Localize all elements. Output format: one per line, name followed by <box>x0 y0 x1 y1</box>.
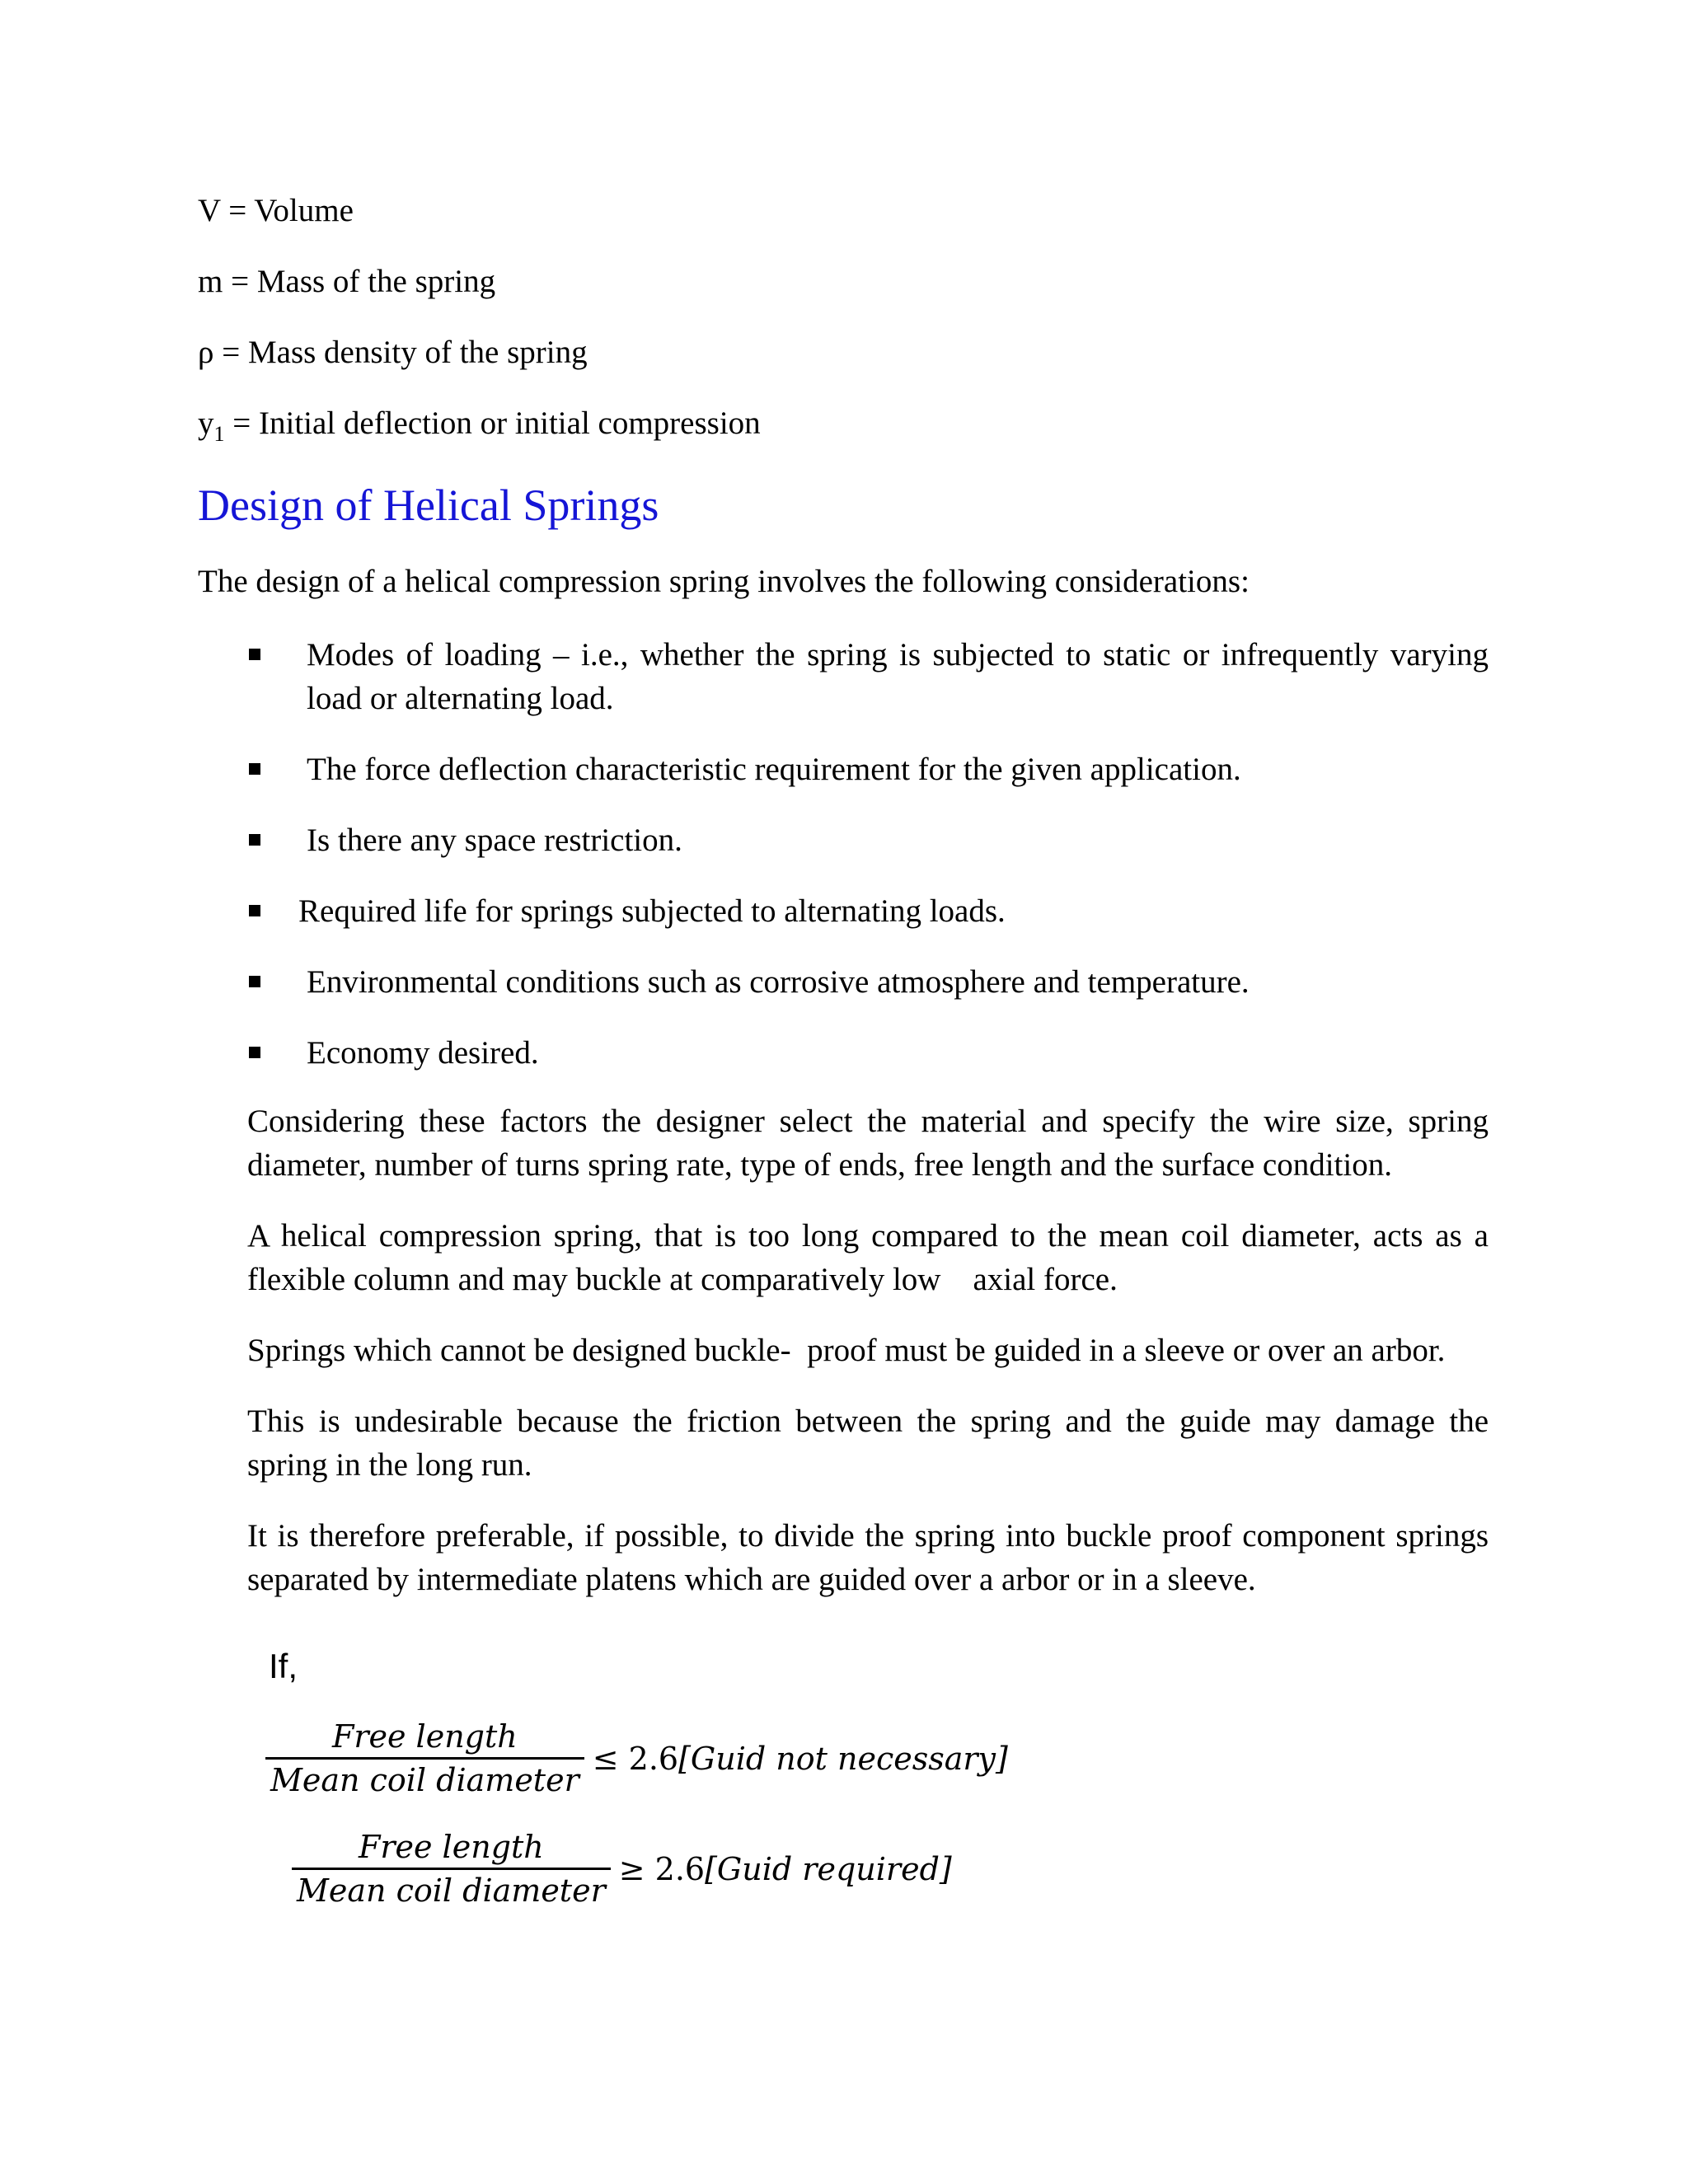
list-item <box>247 818 1489 862</box>
symbol: V <box>198 193 221 228</box>
paragraph: A helical compression spring, that is too long compared to the mean coil diameter, acts as a flexible column and may buckle at comparatively low axial force. <box>247 1218 1497 1297</box>
equals-sign: = <box>231 264 250 299</box>
definition-text: Mass of the spring <box>256 264 496 299</box>
equals-sign: = <box>222 335 241 370</box>
symbol: m <box>198 264 223 299</box>
fraction-numerator: Free length <box>331 1718 518 1755</box>
list-item <box>247 889 1489 933</box>
fraction <box>292 1828 611 1910</box>
paragraph: It is therefore preferable, if possible, to divide the spring into buckle proof component springs separated by intermediate platens which are guided over a arbor or in a sleeve. <box>247 1518 1489 1597</box>
fraction <box>265 1718 584 1799</box>
fraction-denominator: Mean coil diameter <box>297 1872 606 1909</box>
symbol-subscript: 1 <box>213 421 225 446</box>
symbol: ρ <box>198 335 214 370</box>
square-bullet-icon <box>249 649 260 660</box>
definition-density <box>198 333 761 373</box>
square-bullet-icon <box>249 834 260 846</box>
square-bullet-icon <box>249 976 260 987</box>
definition-text: Mass density of the spring <box>247 335 588 370</box>
condition-label: If, <box>269 1647 298 1685</box>
intro-paragraph: The design of a helical compression spring involves the following considerations: <box>198 564 1250 599</box>
paragraph: This is undesirable because the friction between the spring and the guide may damage the spring in the long run. <box>247 1404 1489 1483</box>
fraction-numerator: Free length <box>358 1829 544 1865</box>
list-item <box>247 748 1489 791</box>
equals-sign: = <box>228 193 247 228</box>
definition-text: Initial deflection or initial compression <box>259 405 761 441</box>
body-paragraphs <box>247 1099 1497 1629</box>
section-heading: Design of Helical Springs <box>198 480 659 530</box>
formula-relation <box>619 1850 952 1888</box>
list-item-text: Required life for springs subjected to alternating loads. <box>298 893 1006 929</box>
formula-guide-not-necessary <box>265 1718 1008 1799</box>
relation-note: [Guid required] <box>705 1850 952 1887</box>
relation-value: ≤ 2.6 <box>592 1740 679 1777</box>
definition-text: Volume <box>254 193 354 228</box>
symbol: y <box>198 405 214 441</box>
paragraph: Considering these factors the designer select the material and specify the wire size, spring diameter, number of turns spring rate, type of ends, free length and the surface condition. <box>247 1104 1489 1183</box>
relation-value: ≥ 2.6 <box>618 1850 706 1887</box>
definition-volume <box>198 191 761 231</box>
definition-initial-deflection <box>198 404 761 454</box>
formula-guide-required <box>292 1828 952 1910</box>
definition-mass <box>198 262 761 302</box>
list-item <box>247 960 1489 1004</box>
list-item-text: Environmental conditions such as corrosive atmosphere and temperature. <box>307 964 1250 1000</box>
list-item <box>247 1031 1489 1075</box>
list-item-text: Modes of loading – i.e., whether the spring is subjected to static or infrequently varying load or alternating load. <box>307 637 1489 716</box>
square-bullet-icon <box>249 905 260 916</box>
considerations-list <box>247 633 1489 1102</box>
fraction-denominator: Mean coil diameter <box>270 1762 579 1798</box>
equals-sign: = <box>232 405 251 441</box>
relation-note: [Guid not necessary] <box>678 1740 1008 1777</box>
square-bullet-icon <box>249 1047 260 1058</box>
paragraph: Springs which cannot be designed buckle- proof must be guided in a sleeve or over an arbor. <box>247 1333 1446 1368</box>
formula-relation <box>593 1740 1008 1778</box>
list-item-text: Is there any space restriction. <box>307 823 682 858</box>
list-item-text: Economy desired. <box>307 1035 539 1071</box>
square-bullet-icon <box>249 763 260 775</box>
list-item <box>247 633 1489 720</box>
list-item-text: The force deflection characteristic requirement for the given application. <box>307 752 1241 787</box>
symbol-definitions <box>198 191 761 485</box>
